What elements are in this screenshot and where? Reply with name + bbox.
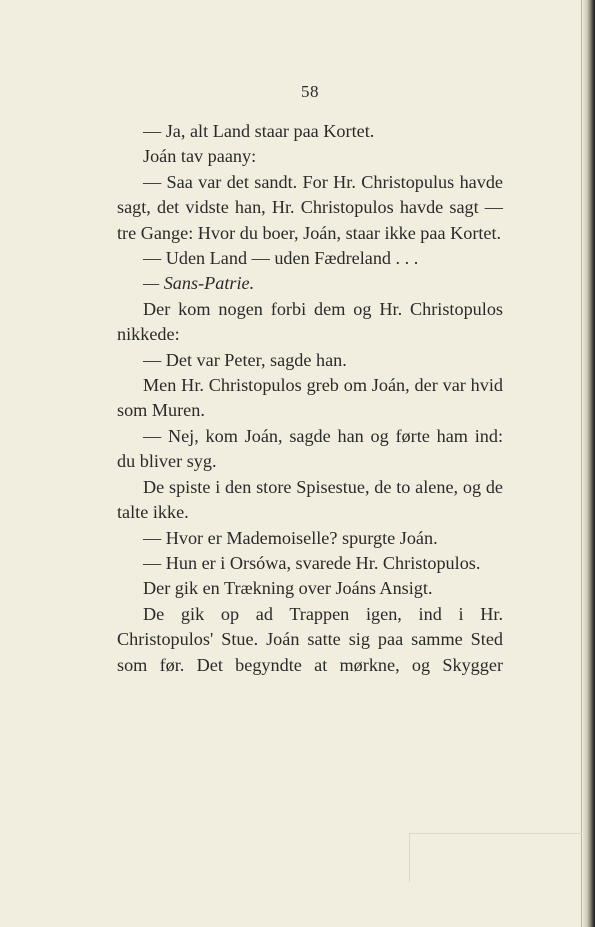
page-edge-shadow [583, 0, 595, 927]
faint-print-mark [409, 833, 582, 882]
paragraph: Joán tav paany: [143, 146, 257, 167]
paragraph: De spiste i den store Spisestue, de to alene, og de talte ikke. [117, 476, 503, 523]
paragraph: — Det var Peter, sagde han. [143, 349, 347, 370]
page-number: 58 [301, 82, 319, 101]
paragraph: — Nej, kom Joán, sagde han og førte ham ind: du bliver syg. [117, 425, 503, 472]
paragraph: Men Hr. Christopulos greb om Joán, der var hvid som Muren. [117, 375, 503, 421]
paragraph: — Uden Land — uden Fædreland . . . [143, 248, 419, 269]
text-body [117, 119, 503, 678]
paragraph: Der kom nogen forbi dem og Hr. Christopulos nikkede: [117, 298, 503, 345]
paragraph: Der gik en Trækning over Joáns Ansigt. [143, 578, 433, 599]
paragraph: — Ja, alt Land staar paa Kortet. [143, 121, 375, 141]
page-edge-line [581, 0, 582, 927]
paragraph: — Saa var det sandt. For Hr. Christopulus havde sagt, det vidste han, Hr. Christopulos havde sagt — tre Gange: Hvor du boer, Joán, staar ikke paa Kortet. [117, 171, 503, 243]
paragraph: — Hun er i Orsówa, svarede Hr. Christopulos. [143, 552, 481, 573]
paragraph-italic: — Sans-Patrie. [143, 273, 255, 294]
paragraph: — Hvor er Mademoiselle? spurgte Joán. [143, 527, 438, 548]
paragraph: De gik op ad Trappen igen, ind i Hr. Christopulos' Stue. Joán satte sig paa samme Sted som før. Det begyndte at mørkne, og Skygger [117, 603, 503, 675]
